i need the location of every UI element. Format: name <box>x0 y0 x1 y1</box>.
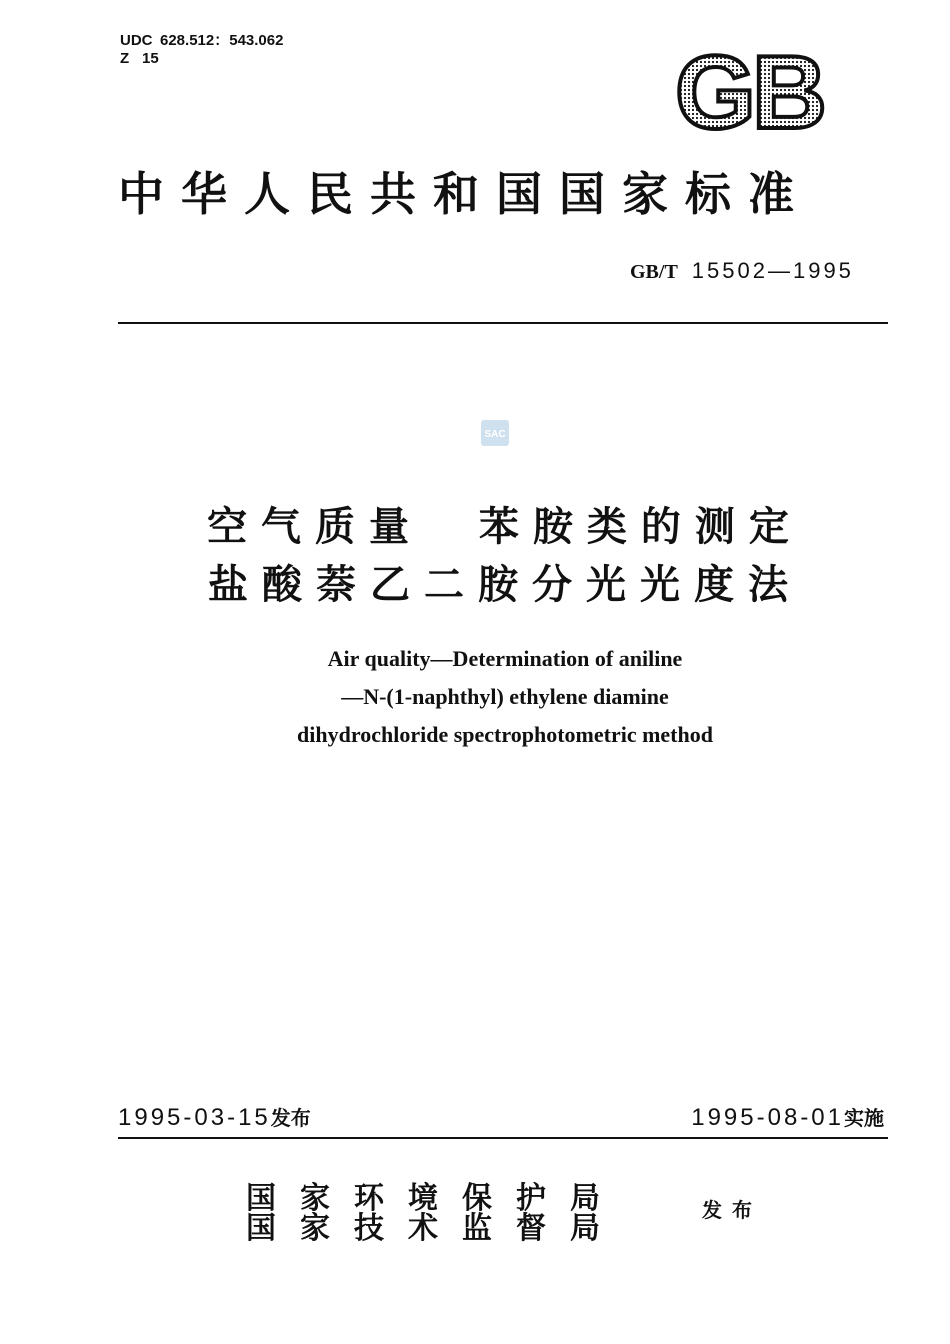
title-cn-line1: 空气质量 苯胺类的测定 <box>207 504 803 550</box>
publish-label: 发布 <box>702 1198 762 1222</box>
standard-prefix: GB/T <box>630 261 678 283</box>
issuer-line2: 国家技术监督局 <box>246 1211 624 1246</box>
effective-date-label: 实施 <box>844 1106 884 1130</box>
issue-date-value: 1995-03-15 <box>118 1104 271 1131</box>
effective-date-value: 1995-08-01 <box>691 1104 844 1131</box>
issuer-line1: 国家环境保护局 <box>246 1181 624 1216</box>
classification-codes <box>120 32 283 68</box>
title-cn-line2: 盐酸萘乙二胺分光光度法 <box>208 562 802 608</box>
standard-code: 15502—1995 <box>691 258 854 283</box>
top-divider <box>118 322 888 324</box>
udc-code: 628.512：543.062 <box>160 32 284 49</box>
z-row <box>120 50 283 68</box>
issue-date-label: 发布 <box>270 1106 311 1130</box>
udc-label: UDC <box>120 32 153 49</box>
bottom-divider <box>118 1137 888 1139</box>
title-en-line1: Air quality—Determination of aniline <box>327 646 683 671</box>
gb-logo <box>663 44 835 136</box>
issue-date <box>118 1102 311 1132</box>
sac-watermark-text: SAC <box>484 429 506 440</box>
national-standard-title: 中华人民共和国国家标准 <box>118 167 811 221</box>
title-en-line3: dihydrochloride spectrophotometric method <box>297 722 713 747</box>
sac-watermark <box>481 420 509 446</box>
z-code: 15 <box>142 50 159 67</box>
effective-date <box>691 1102 884 1132</box>
z-label: Z <box>120 50 130 67</box>
standard-number <box>630 258 854 284</box>
gb-logo-text: GB <box>675 44 823 136</box>
title-en-line2: —N-(1-naphthyl) ethylene diamine <box>341 684 669 709</box>
udc-row <box>120 32 283 50</box>
title-en <box>120 640 890 754</box>
